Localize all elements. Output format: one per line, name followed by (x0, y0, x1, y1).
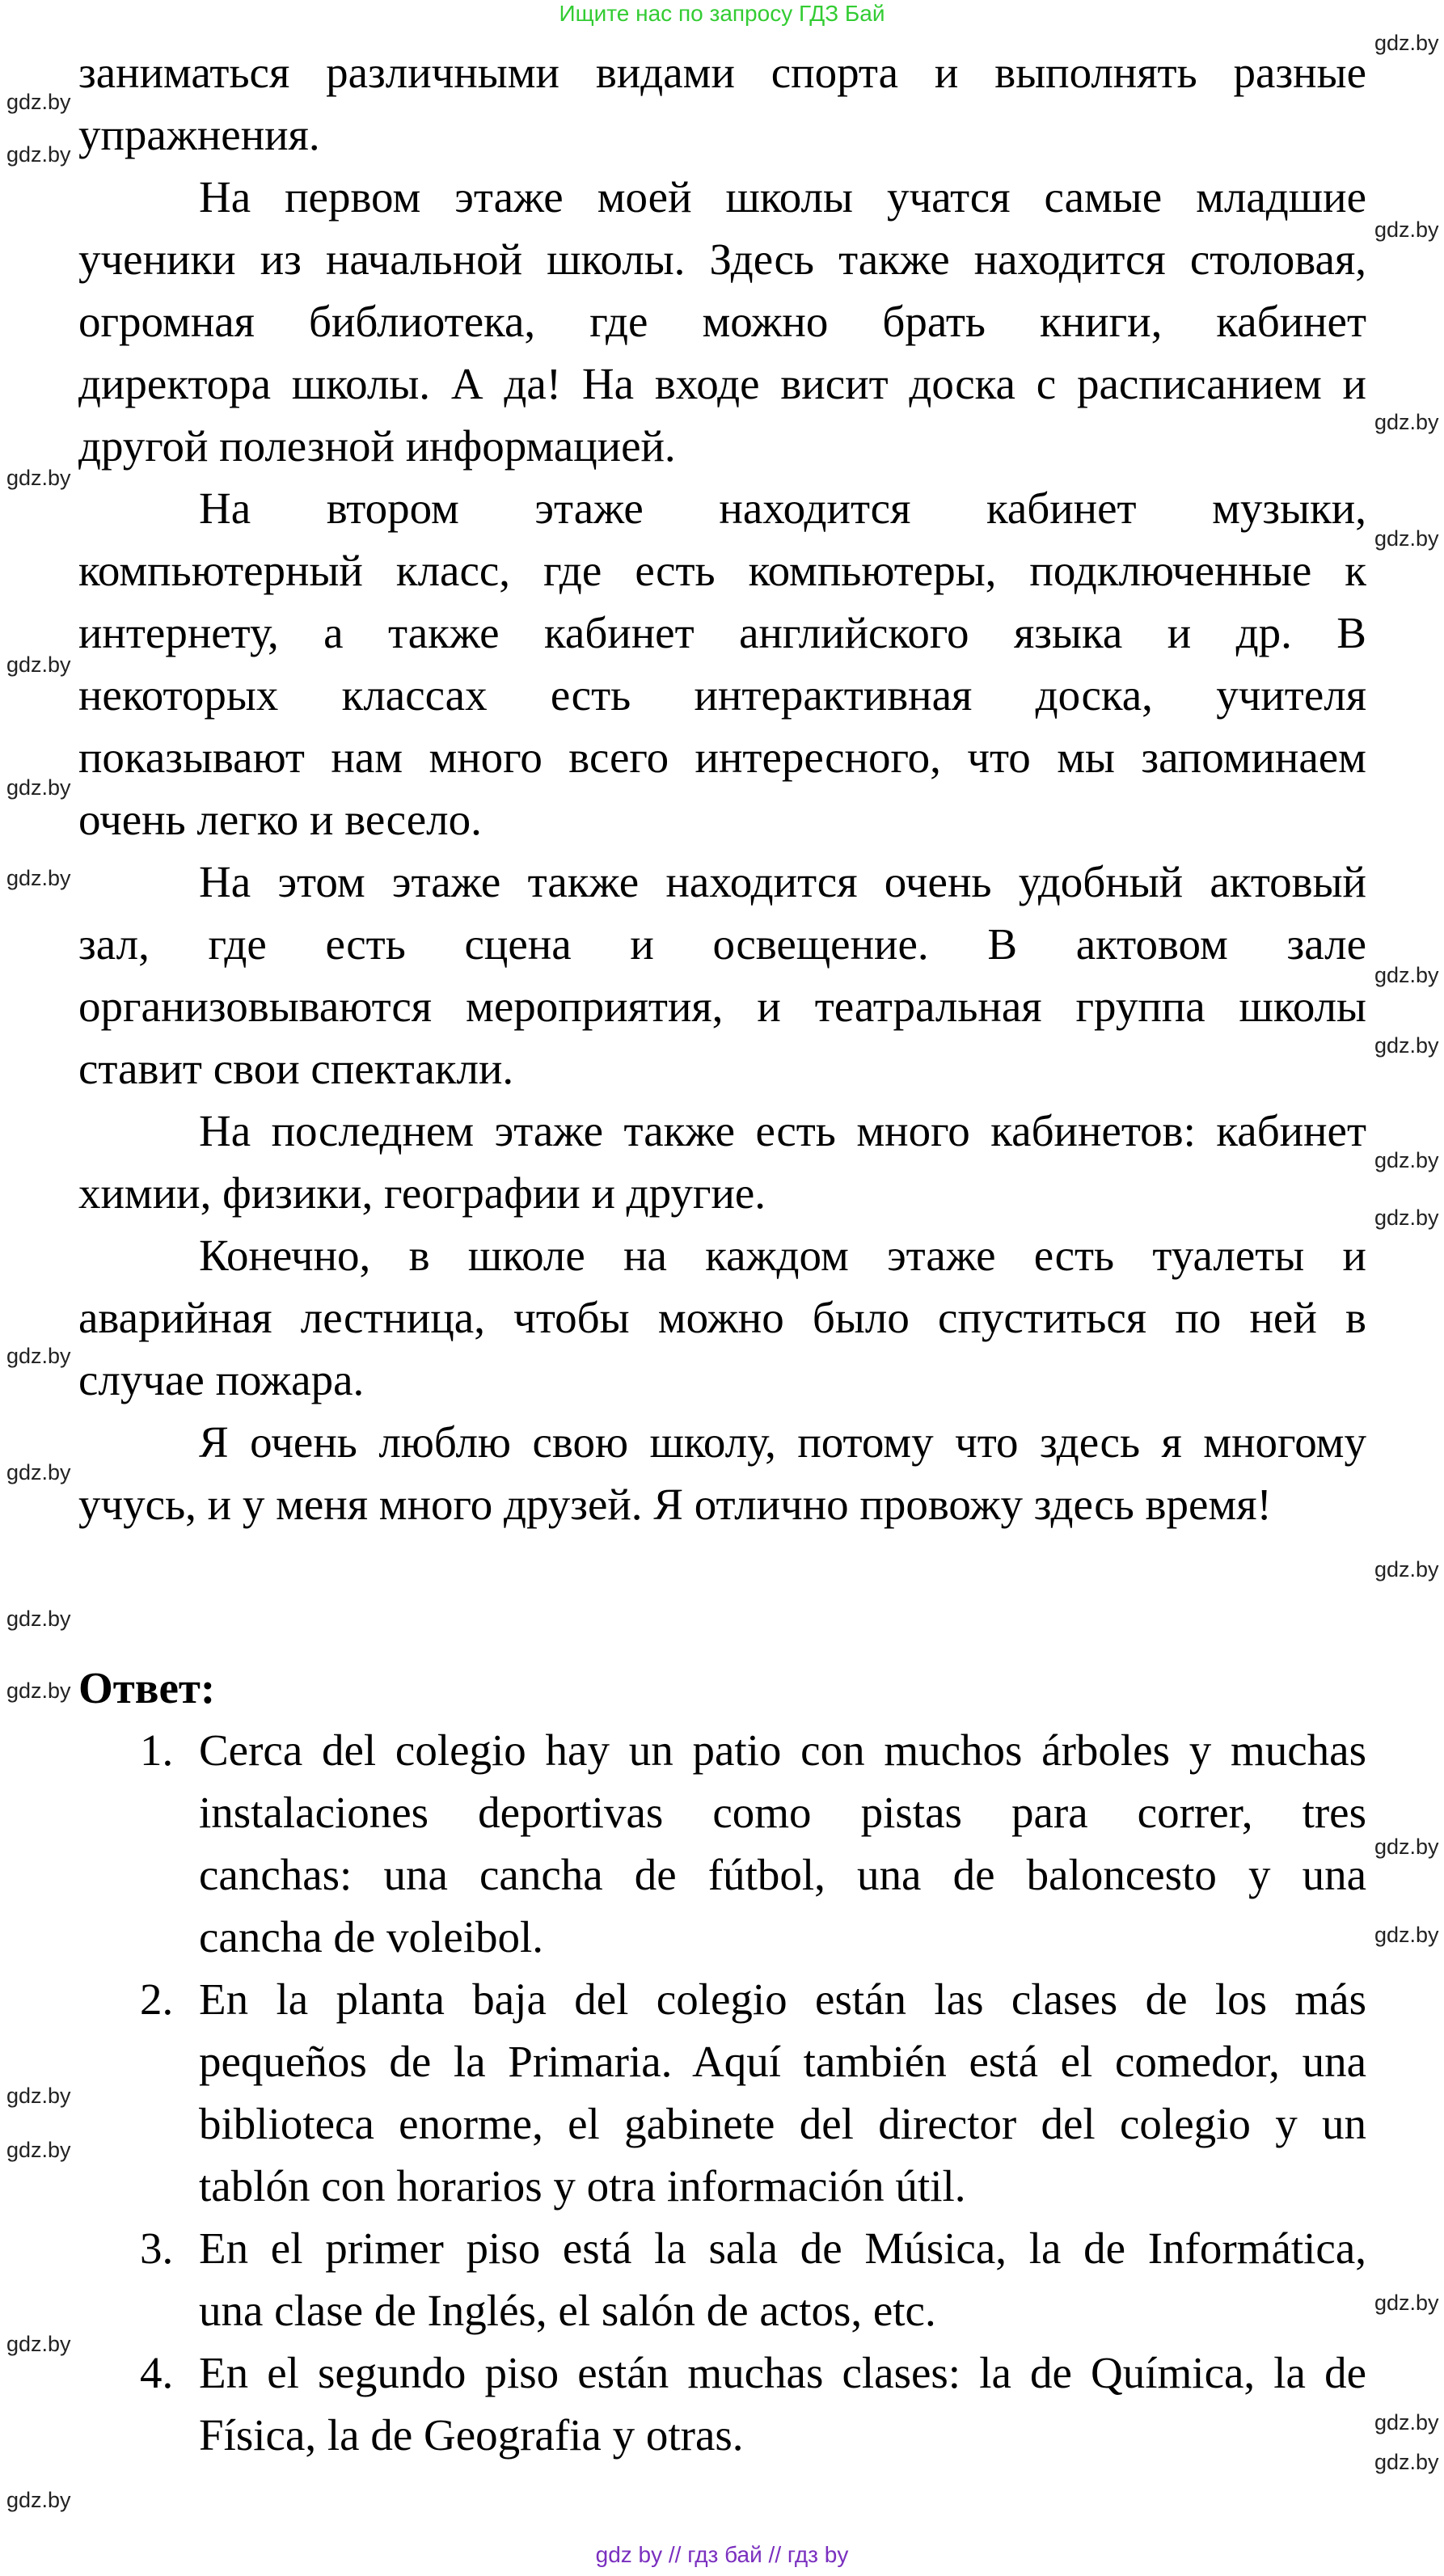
text-line: En el primer piso está la sala de Música, la de Informática, (199, 2223, 1366, 2273)
watermark-text: gdz.by (6, 2488, 71, 2512)
item-number: 3. (140, 2223, 174, 2273)
watermark-text: gdz.by (6, 1607, 71, 1631)
watermark-text: gdz.by (1374, 1923, 1439, 1947)
text-line: некоторых классах есть интерактивная доска, учителя (78, 670, 1366, 720)
answer-heading: Ответ: (78, 1663, 216, 1712)
text-line: заниматься различными видами спорта и выполнять разные (78, 48, 1366, 97)
paragraph (78, 477, 1366, 851)
answer-section (78, 1657, 1366, 2466)
footer-banner: gdz by // гдз бай // гдз by (595, 2542, 849, 2567)
text-line: директора школы. А да! На входе висит доска с расписанием и (78, 359, 1366, 408)
answer-item (78, 1968, 1366, 2217)
watermark-text: gdz.by (6, 866, 71, 890)
watermark-text: gdz.by (1374, 1835, 1439, 1859)
text-line: pequeños de la Primaria. Aquí también está el comedor, una (199, 2037, 1366, 2086)
watermark-text: gdz.by (1374, 526, 1439, 551)
text-line: упражнения. (78, 110, 320, 159)
russian-essay (78, 41, 1366, 1535)
header-banner: Ищите нас по запросу ГДЗ Бай (559, 1, 885, 26)
text-line: интернету, а также кабинет английского языка и др. В (78, 608, 1366, 657)
paragraph (78, 1100, 1366, 1224)
text-line: На этом этаже также находится очень удобный актовый (199, 857, 1366, 906)
text-line: случае пожара. (78, 1355, 365, 1404)
text-line: организовываются мероприятия, и театральная группа школы (78, 982, 1366, 1031)
text-line: canchas: una cancha de fútbol, una de baloncesto y una (199, 1850, 1366, 1899)
answer-item (78, 1719, 1366, 1968)
watermark-text: gdz.by (6, 1460, 71, 1484)
text-line: ставит свои спектакли. (78, 1044, 514, 1093)
watermark-text: gdz.by (6, 2332, 71, 2356)
text-line: зал, где есть сцена и освещение. В актовом зале (78, 919, 1366, 969)
item-number: 2. (140, 1974, 174, 2024)
watermark-text: gdz.by (6, 1344, 71, 1368)
paragraph (78, 851, 1366, 1100)
text-line: очень легко и весело. (78, 795, 482, 844)
item-number: 4. (140, 2348, 174, 2397)
text-line: учусь, и у меня много друзей. Я отлично провожу здесь время! (78, 1480, 1272, 1529)
paragraph (78, 1224, 1366, 1411)
text-line: una clase de Inglés, el salón de actos, etc. (199, 2286, 936, 2335)
text-line: Я очень люблю свою школу, потому что здесь я многому (199, 1417, 1366, 1467)
text-line: tablón con horarios y otra información útil. (199, 2161, 966, 2211)
watermark-text: gdz.by (1374, 410, 1439, 434)
text-line: Cerca del colegio hay un patio con muchos árboles y muchas (199, 1725, 1366, 1775)
text-line: На последнем этаже также есть много кабинетов: кабинет (199, 1106, 1366, 1155)
watermark-text: gdz.by (6, 90, 71, 114)
item-number: 1. (140, 1725, 174, 1775)
text-line: аварийная лестница, чтобы можно было спуститься по ней в (78, 1293, 1366, 1342)
text-line: огромная библиотека, где можно брать книги, кабинет (78, 297, 1366, 346)
paragraph (78, 41, 1366, 166)
text-line: химии, физики, географии и другие. (78, 1168, 766, 1218)
watermark-text: gdz.by (1374, 2450, 1439, 2474)
text-line: показывают нам много всего интересного, что мы запоминаем (78, 733, 1366, 782)
text-line: ученики из начальной школы. Здесь также находится столовая, (78, 234, 1366, 284)
watermark-text: gdz.by (6, 2138, 71, 2162)
paragraph (78, 1411, 1366, 1535)
watermark-text: gdz.by (1374, 963, 1439, 987)
watermark-text: gdz.by (1374, 31, 1439, 55)
watermark-text: gdz.by (1374, 1206, 1439, 1230)
watermark-text: gdz.by (1374, 1148, 1439, 1172)
text-line: cancha de voleibol. (199, 1912, 544, 1962)
watermark-text: gdz.by (6, 466, 71, 490)
watermark-text: gdz.by (6, 1679, 71, 1703)
watermark-text: gdz.by (1374, 1033, 1439, 1058)
watermark-text: gdz.by (6, 2084, 71, 2108)
watermark-text: gdz.by (6, 142, 71, 167)
text-line: другой полезной информацией. (78, 421, 676, 471)
watermark-text: gdz.by (1374, 217, 1439, 242)
text-line: biblioteca enorme, el gabinete del director del colegio y un (199, 2099, 1366, 2148)
text-line: компьютерный класс, где есть компьютеры, подключенные к (78, 546, 1366, 595)
watermark-text: gdz.by (6, 775, 71, 800)
watermark-text: gdz.by (1374, 2291, 1439, 2315)
text-line: instalaciones deportivas como pistas para correr, tres (199, 1788, 1366, 1837)
text-line: Física, la de Geografia y otras. (199, 2410, 744, 2460)
answer-item (78, 2342, 1366, 2466)
text-line: En la planta baja del colegio están las clases de los más (199, 1974, 1366, 2024)
text-line: Конечно, в школе на каждом этаже есть туалеты и (199, 1231, 1366, 1280)
watermark-text: gdz.by (1374, 1557, 1439, 1581)
watermark-text: gdz.by (6, 652, 71, 677)
watermark-text: gdz.by (1374, 2410, 1439, 2435)
text-line: En el segundo piso están muchas clases: la de Química, la de (199, 2348, 1366, 2397)
answer-item (78, 2217, 1366, 2342)
text-line: На первом этаже моей школы учатся самые младшие (199, 172, 1366, 222)
paragraph (78, 166, 1366, 477)
text-line: На втором этаже находится кабинет музыки, (199, 484, 1366, 533)
answer-list (78, 1719, 1366, 2466)
